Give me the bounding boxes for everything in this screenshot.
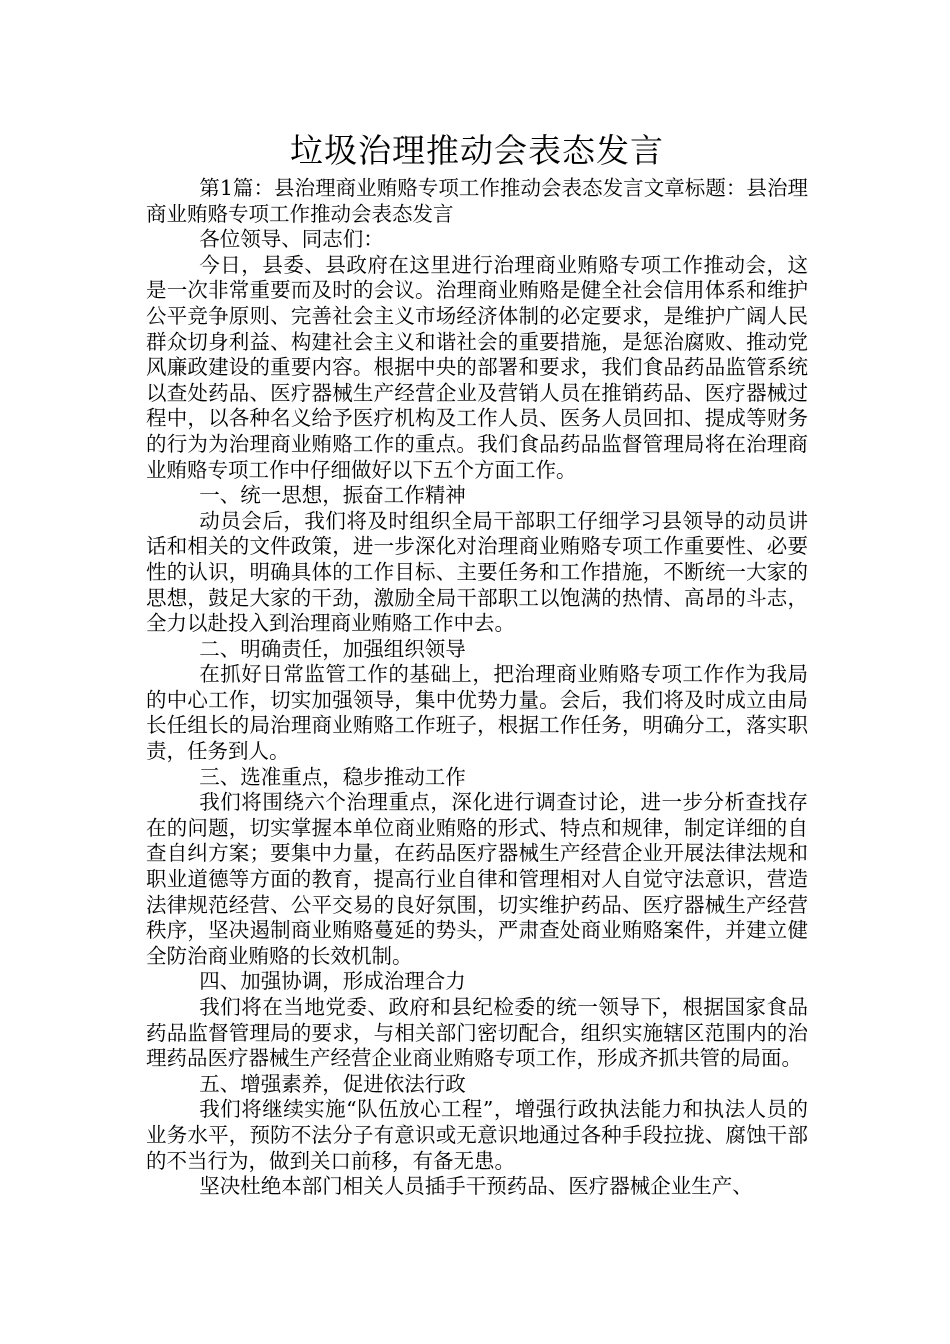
document-page (146, 128, 808, 1200)
document-title: 垃圾治理推动会表态发言 (290, 131, 664, 170)
section-body-5: 我们将继续实施“队伍放心工程”，增强行政执法能力和执法人员的业务水平，预防不法分子有意识或无意识地通过各种手段拉拢、腐蚀干部的不当行为，做到关口前移，有备无患。 (146, 1097, 808, 1173)
paragraph-intro: 今日，县委、县政府在这里进行治理商业贿赂专项工作推动会，这是一次非常重要而及时的会议。治理商业贿赂是健全社会信用体系和维护公平竞争原则、完善社会主义市场经济体制的必定要求，是维护广阔人民群众切身利益、构建社会主义和谐社会的重要措施，是惩治腐败、推动党风廉政建设的重要内容。根据中央的部署和要求，我们食品药品监管系统以查处药品、医疗器械生产经营企业及营销人员在推销药品、医疗器械过程中，以各种名义给予医疗机构及工作人员、医务人员回扣、提成等财务的行为为治理商业贿赂工作的重点。我们食品药品监督管理局将在治理商业贿赂专项工作中仔细做好以下五个方面工作。 (146, 252, 808, 482)
paragraph-greeting: 各位领导、同志们： (199, 227, 384, 252)
section-heading-4: 四、加强协调，形成治理合力 (199, 969, 466, 994)
section-body-2: 在抓好日常监管工作的基础上，把治理商业贿赂专项工作作为我局的中心工作，切实加强领导，集中优势力量。会后，我们将及时成立由局长任组长的局治理商业贿赂工作班子，根据工作任务，明确分工，落实职责，任务到人。 (146, 662, 808, 764)
paragraph-closing: 坚决杜绝本部门相关人员插手干预药品、医疗器械企业生产、 (199, 1174, 753, 1199)
section-body-4: 我们将在当地党委、政府和县纪检委的统一领导下，根据国家食品药品监督管理局的要求，与相关部门密切配合，组织实施辖区范围内的治理药品医疗器械生产经营企业商业贿赂专项工作，形成齐抓共管的局面。 (146, 995, 808, 1071)
paragraph-1: 第1篇：县治理商业贿赂专项工作推动会表态发言文章标题：县治理商业贿赂专项工作推动会表态发言 (146, 176, 808, 226)
section-heading-5: 五、增强素养，促进依法行政 (199, 1071, 466, 1096)
section-heading-1: 一、统一思想，振奋工作精神 (199, 483, 466, 508)
section-heading-3: 三、选准重点，稳步推动工作 (199, 764, 466, 789)
section-body-1: 动员会后，我们将及时组织全局干部职工仔细学习县领导的动员讲话和相关的文件政策，进一步深化对治理商业贿赂专项工作重要性、必要性的认识，明确具体的工作目标、主要任务和工作措施，不断统一大家的思想，鼓足大家的干劲，激励全局干部职工以饱满的热情、高昂的斗志，全力以赴投入到治理商业贿赂工作中去。 (146, 508, 808, 636)
section-heading-2: 二、明确责任，加强组织领导 (199, 636, 466, 661)
section-body-3: 我们将围绕六个治理重点，深化进行调查讨论，进一步分析查找存在的问题，切实掌握本单位商业贿赂的形式、特点和规律，制定详细的自查自纠方案；要集中力量，在药品医疗器械生产经营企业开展法律法规和职业道德等方面的教育，提高行业自律和管理相对人自觉守法意识，营造法律规范经营、公平交易的良好氛围，切实维护药品、医疗器械生产经营秩序，坚决遏制商业贿赂蔓延的势头，严肃查处商业贿赂案件，并建立健全防治商业贿赂的长效机制。 (146, 790, 808, 968)
